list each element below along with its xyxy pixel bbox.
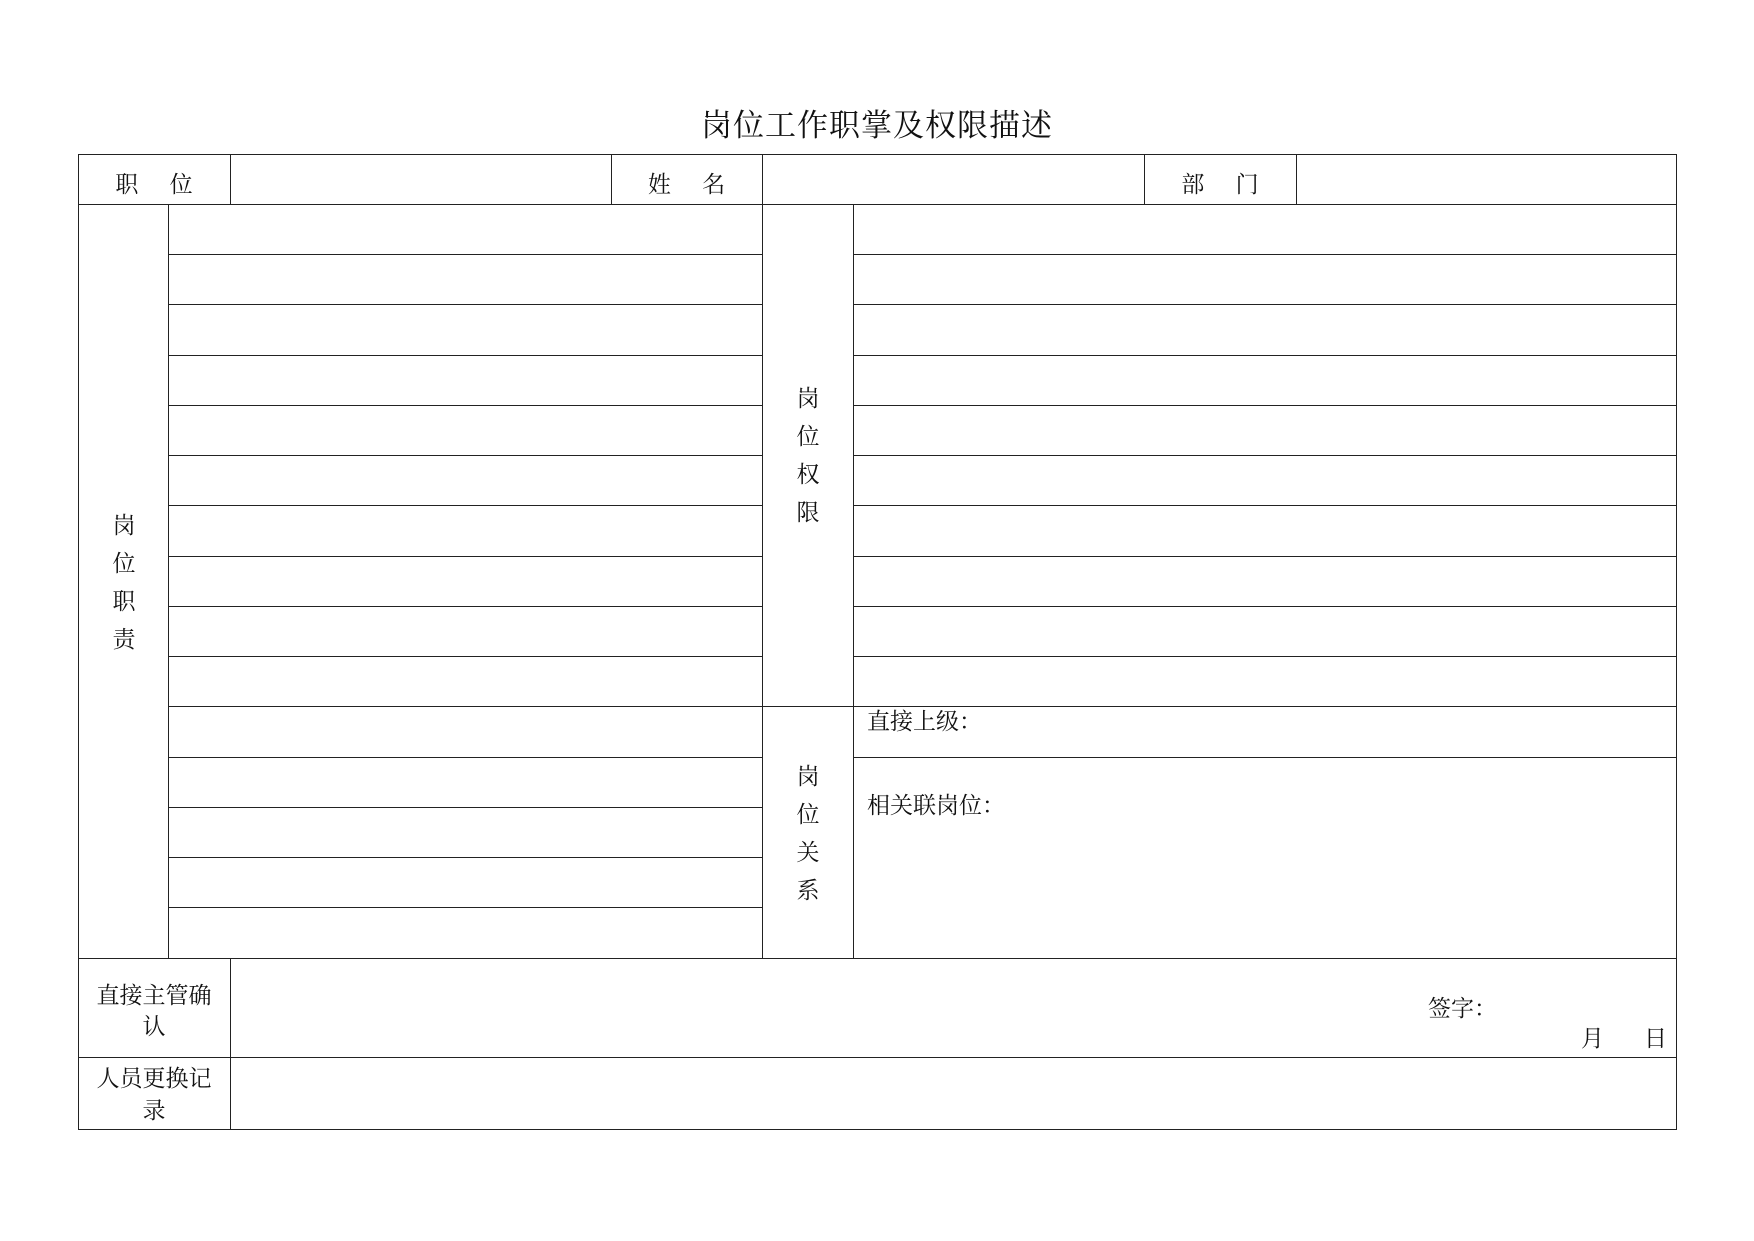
month-label: 月: [1581, 1026, 1604, 1052]
duty-row[interactable]: [170, 809, 760, 856]
personnel-change-label: 人员更换记录: [96, 1066, 212, 1124]
duty-row[interactable]: [170, 759, 760, 806]
authority-row-line: [853, 254, 1677, 255]
authority-row-line: [853, 556, 1677, 557]
authority-label: 岗位权限: [796, 386, 820, 526]
duty-row-line: [168, 505, 762, 506]
signature-field[interactable]: [1490, 990, 1670, 1024]
authority-row[interactable]: [855, 507, 1675, 554]
duty-row[interactable]: [170, 306, 760, 353]
related-positions-label: 相关联岗位：: [867, 793, 1005, 819]
authority-row-line: [853, 455, 1677, 456]
duty-row-line: [168, 254, 762, 255]
duty-row[interactable]: [170, 909, 760, 956]
authority-row[interactable]: [855, 357, 1675, 404]
supervisor-confirmation-field[interactable]: [232, 960, 1432, 1056]
authority-row[interactable]: [855, 206, 1675, 253]
direct-superior-field[interactable]: [990, 708, 1674, 755]
duty-row-line: [168, 606, 762, 607]
page-title: 岗位工作职掌及权限描述: [701, 108, 1053, 144]
duty-row-line: [168, 656, 762, 657]
department-label: 部 门: [1181, 172, 1259, 198]
divider: [1296, 154, 1297, 205]
relations-label: 岗位关系: [796, 764, 820, 904]
supervisor-confirmation-label: 直接主管确认: [96, 983, 212, 1040]
duty-row[interactable]: [170, 256, 760, 303]
duty-row-line: [168, 556, 762, 557]
duty-row-line: [168, 907, 762, 908]
divider: [78, 958, 1677, 959]
authority-row[interactable]: [855, 407, 1675, 454]
authority-row[interactable]: [855, 256, 1675, 303]
department-field[interactable]: [1298, 156, 1676, 203]
authority-row-line: [853, 405, 1677, 406]
duty-row[interactable]: [170, 507, 760, 554]
divider: [762, 154, 763, 205]
authority-row-line: [853, 505, 1677, 506]
duty-row[interactable]: [170, 407, 760, 454]
signature-label: 签字：: [1428, 996, 1497, 1022]
duty-row[interactable]: [170, 859, 760, 906]
duty-row[interactable]: [170, 457, 760, 504]
divider: [78, 204, 1677, 205]
position-label: 职 位: [115, 172, 193, 198]
duty-row-line: [168, 706, 762, 707]
direct-superior-label: 直接上级：: [867, 709, 982, 735]
duty-row[interactable]: [170, 658, 760, 705]
authority-row-line: [853, 304, 1677, 305]
authority-row[interactable]: [855, 457, 1675, 504]
duty-row-line: [168, 807, 762, 808]
divider: [762, 204, 763, 958]
divider: [762, 706, 1677, 707]
authority-row-line: [853, 656, 1677, 657]
position-field[interactable]: [232, 156, 610, 203]
duties-label: 岗位职责: [112, 513, 136, 653]
divider: [853, 204, 854, 958]
duty-row[interactable]: [170, 206, 760, 253]
authority-row[interactable]: [855, 558, 1675, 605]
duty-row[interactable]: [170, 357, 760, 404]
duty-row-line: [168, 455, 762, 456]
related-positions-field[interactable]: [1010, 760, 1674, 956]
duty-row-line: [168, 857, 762, 858]
duty-row-line: [168, 757, 762, 758]
authority-row-line: [853, 355, 1677, 356]
authority-row[interactable]: [855, 658, 1675, 705]
authority-row-line: [853, 606, 1677, 607]
duty-row-line: [168, 405, 762, 406]
duty-row-line: [168, 355, 762, 356]
authority-row[interactable]: [855, 608, 1675, 655]
name-field[interactable]: [764, 156, 1143, 203]
duty-row[interactable]: [170, 558, 760, 605]
personnel-change-field[interactable]: [232, 1059, 1675, 1128]
divider: [853, 757, 1677, 758]
day-label: 日: [1644, 1026, 1667, 1052]
divider: [230, 958, 231, 1129]
duty-row-line: [168, 304, 762, 305]
divider: [168, 204, 169, 958]
duty-row[interactable]: [170, 708, 760, 755]
divider: [230, 154, 231, 205]
divider: [78, 1057, 1677, 1058]
name-label: 姓 名: [647, 172, 726, 198]
duty-row[interactable]: [170, 608, 760, 655]
authority-row[interactable]: [855, 306, 1675, 353]
